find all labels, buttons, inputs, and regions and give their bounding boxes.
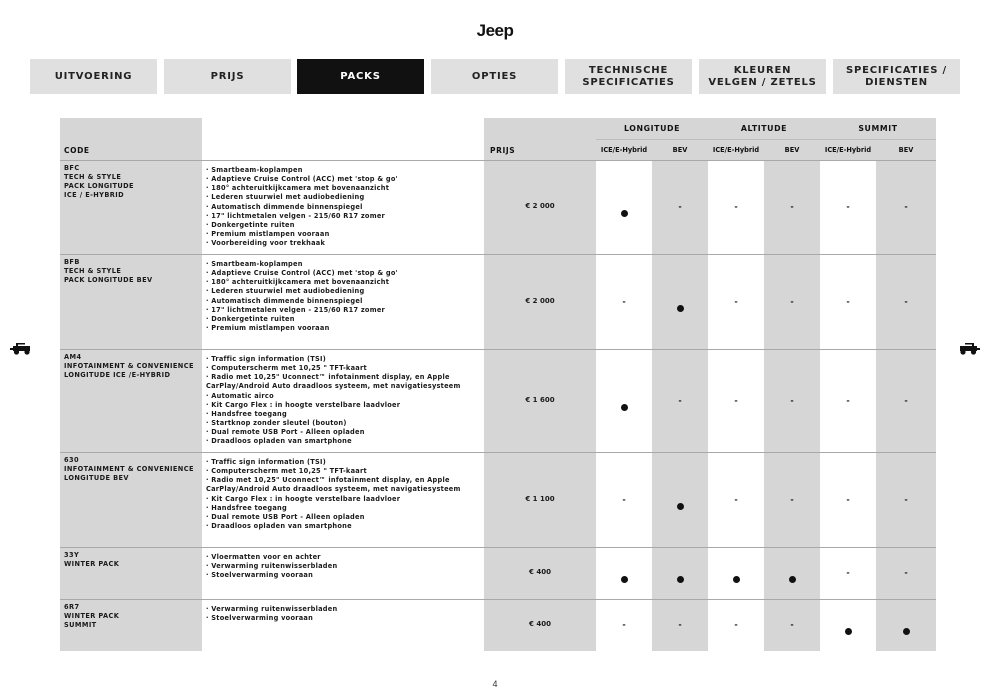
pack-name: TECH & STYLE PACK LONGITUDE BEV <box>64 267 153 284</box>
pack-code: 33Y <box>64 551 80 559</box>
pack-name: WINTER PACK SUMMIT <box>64 612 120 629</box>
pack-name: WINTER PACK <box>64 560 120 568</box>
unavailable-dash: - <box>734 620 738 629</box>
unavailable-dash: - <box>904 568 908 577</box>
price-header: PRIJS <box>490 146 516 155</box>
pack-features: · Traffic sign information (TSI) · Computerscherm met 10,25 " TFT-kaart · Radio met 10,25" Uconnect™ infotainment display, en Apple CarPlay/Android Auto draadloos systeem, met navigatiesysteem · Automatic airco · Kit Cargo Flex : in hoogte verstelbare laadvloer · Handsfree toegang · Startknop zonder sleutel (bouton) · Dual remote USB Port - Alleen opladen · Draadloos opladen van smartphone <box>206 355 461 446</box>
trim-altitude: ALTITUDE <box>740 124 788 133</box>
available-dot-icon <box>596 396 652 406</box>
pack-price: € 400 <box>529 620 551 628</box>
section-tabs <box>30 59 960 94</box>
pack-price: € 1 100 <box>525 494 555 503</box>
unavailable-dash: - <box>734 202 738 211</box>
header-divider <box>596 139 936 140</box>
unavailable-dash: - <box>846 296 850 306</box>
tab-uitvoering[interactable]: UITVOERING <box>30 59 157 94</box>
available-dot-icon <box>596 202 652 212</box>
unavailable-dash: - <box>622 296 626 306</box>
unavailable-dash: - <box>846 568 850 577</box>
unavailable-dash: - <box>904 202 908 211</box>
unavailable-dash: - <box>790 395 794 405</box>
unavailable-dash: - <box>734 494 738 504</box>
row-divider <box>60 254 936 255</box>
available-dot-icon <box>652 297 708 307</box>
tab-specificaties-diensten[interactable]: SPECIFICATIES / DIENSTEN <box>833 59 960 94</box>
unavailable-dash: - <box>846 494 850 504</box>
pack-name: INFOTAINMENT & CONVENIENCE LONGITUDE BEV <box>64 465 194 482</box>
pack-price: € 2 000 <box>525 296 555 305</box>
unavailable-dash: - <box>678 620 682 629</box>
pack-features: · Verwarming ruitenwisserbladen · Stoelverwarming vooraan <box>206 605 338 623</box>
pack-code-cell <box>64 551 119 569</box>
tab-opties[interactable]: OPTIES <box>431 59 558 94</box>
unavailable-dash: - <box>790 296 794 306</box>
pack-code-cell <box>64 603 119 630</box>
brand-logo: Jeep <box>476 21 514 40</box>
packs-table <box>60 118 936 651</box>
pack-code-cell <box>64 353 194 380</box>
pack-features: · Smartbeam-koplampen · Adaptieve Cruise Control (ACC) met 'stop & go' · 180° achteruitkijkcamera met bovenaanzicht · Lederen stuurwiel met audiobediening · Automatisch dimmende binnenspiegel · 17" lichtmetalen velgen - 215/60 R17 zomer · Donkergetinte ruiten · Premium mistlampen vooraan <box>206 260 398 333</box>
pack-name: TECH & STYLE PACK LONGITUDE ICE / E-HYBRID <box>64 173 134 199</box>
jeep-vehicle-icon <box>10 342 34 356</box>
features-header-blank <box>202 118 484 160</box>
trim-longitude: LONGITUDE <box>624 124 680 133</box>
jeep-vehicle-icon <box>956 342 980 356</box>
unavailable-dash: - <box>734 395 738 405</box>
trim-summit: SUMMIT <box>858 124 898 133</box>
unavailable-dash: - <box>904 494 908 504</box>
unavailable-dash: - <box>904 395 908 405</box>
subheader-altitude-bev: BEV <box>784 146 800 154</box>
subheader-longitude-bev: BEV <box>672 146 688 154</box>
pack-features: · Vloermatten voor en achter · Verwarming ruitenwisserbladen · Stoelverwarming vooraan <box>206 553 338 580</box>
available-dot-icon <box>652 568 708 578</box>
unavailable-dash: - <box>734 296 738 306</box>
pack-code: 630 <box>64 456 79 464</box>
tab-prijs[interactable]: PRIJS <box>164 59 291 94</box>
page-number: 4 <box>492 679 498 689</box>
unavailable-dash: - <box>790 494 794 504</box>
row-divider <box>60 599 936 600</box>
unavailable-dash: - <box>622 494 626 504</box>
pack-code-cell <box>64 456 194 483</box>
row-divider <box>60 160 936 161</box>
unavailable-dash: - <box>790 620 794 629</box>
pack-features: · Smartbeam-koplampen · Adaptieve Cruise Control (ACC) met 'stop & go' · 180° achteruitkijkcamera met bovenaanzicht · Lederen stuurwiel met audiobediening · Automatisch dimmende binnenspiegel · 17" lichtmetalen velgen - 215/60 R17 zomer · Donkergetinte ruiten · Premium mistlampen vooraan · Voorbereiding voor trekhaak <box>206 166 398 248</box>
tab-kleuren-velgen-zetels[interactable]: KLEUREN VELGEN / ZETELS <box>699 59 826 94</box>
unavailable-dash: - <box>904 296 908 306</box>
code-header: CODE <box>64 146 90 155</box>
available-dot-icon <box>820 620 876 630</box>
pack-code-cell <box>64 164 134 200</box>
available-dot-icon <box>764 568 820 578</box>
tab-packs[interactable]: PACKS <box>297 59 424 94</box>
row-divider <box>60 349 936 350</box>
subheader-altitude-ice: ICE/E-Hybrid <box>712 146 760 154</box>
pack-code: AM4 <box>64 353 82 361</box>
pack-code-cell <box>64 258 153 285</box>
pack-code: BFB <box>64 258 80 266</box>
pack-features: · Traffic sign information (TSI) · Computerscherm met 10,25 " TFT-kaart · Radio met 10,25" Uconnect™ infotainment display, en Apple CarPlay/Android Auto draadloos systeem, met navigatiesysteem · Kit Cargo Flex : in hoogte verstelbare laadvloer · Handsfree toegang · Dual remote USB Port - Alleen opladen · Draadloos opladen van smartphone <box>206 458 461 531</box>
subheader-summit-bev: BEV <box>898 146 914 154</box>
unavailable-dash: - <box>790 202 794 211</box>
available-dot-icon <box>596 568 652 578</box>
unavailable-dash: - <box>846 395 850 405</box>
pack-price: € 400 <box>529 568 551 576</box>
pack-name: INFOTAINMENT & CONVENIENCE LONGITUDE ICE /E-HYBRID <box>64 362 194 379</box>
row-divider <box>60 547 936 548</box>
available-dot-icon <box>652 495 708 505</box>
pack-code: 6R7 <box>64 603 80 611</box>
tab-technische-specificaties[interactable]: TECHNISCHE SPECIFICATIES <box>565 59 692 94</box>
pack-price: € 2 000 <box>525 202 555 210</box>
row-divider <box>60 452 936 453</box>
pack-code: BFC <box>64 164 80 172</box>
unavailable-dash: - <box>846 202 850 211</box>
unavailable-dash: - <box>678 395 682 405</box>
unavailable-dash: - <box>678 202 682 211</box>
pack-price: € 1 600 <box>525 395 555 404</box>
available-dot-icon <box>708 568 764 578</box>
price-column-bg <box>484 160 596 651</box>
subheader-longitude-ice: ICE/E-Hybrid <box>600 146 648 154</box>
unavailable-dash: - <box>622 620 626 629</box>
available-dot-icon <box>878 620 934 630</box>
subheader-summit-ice: ICE/E-Hybrid <box>824 146 872 154</box>
